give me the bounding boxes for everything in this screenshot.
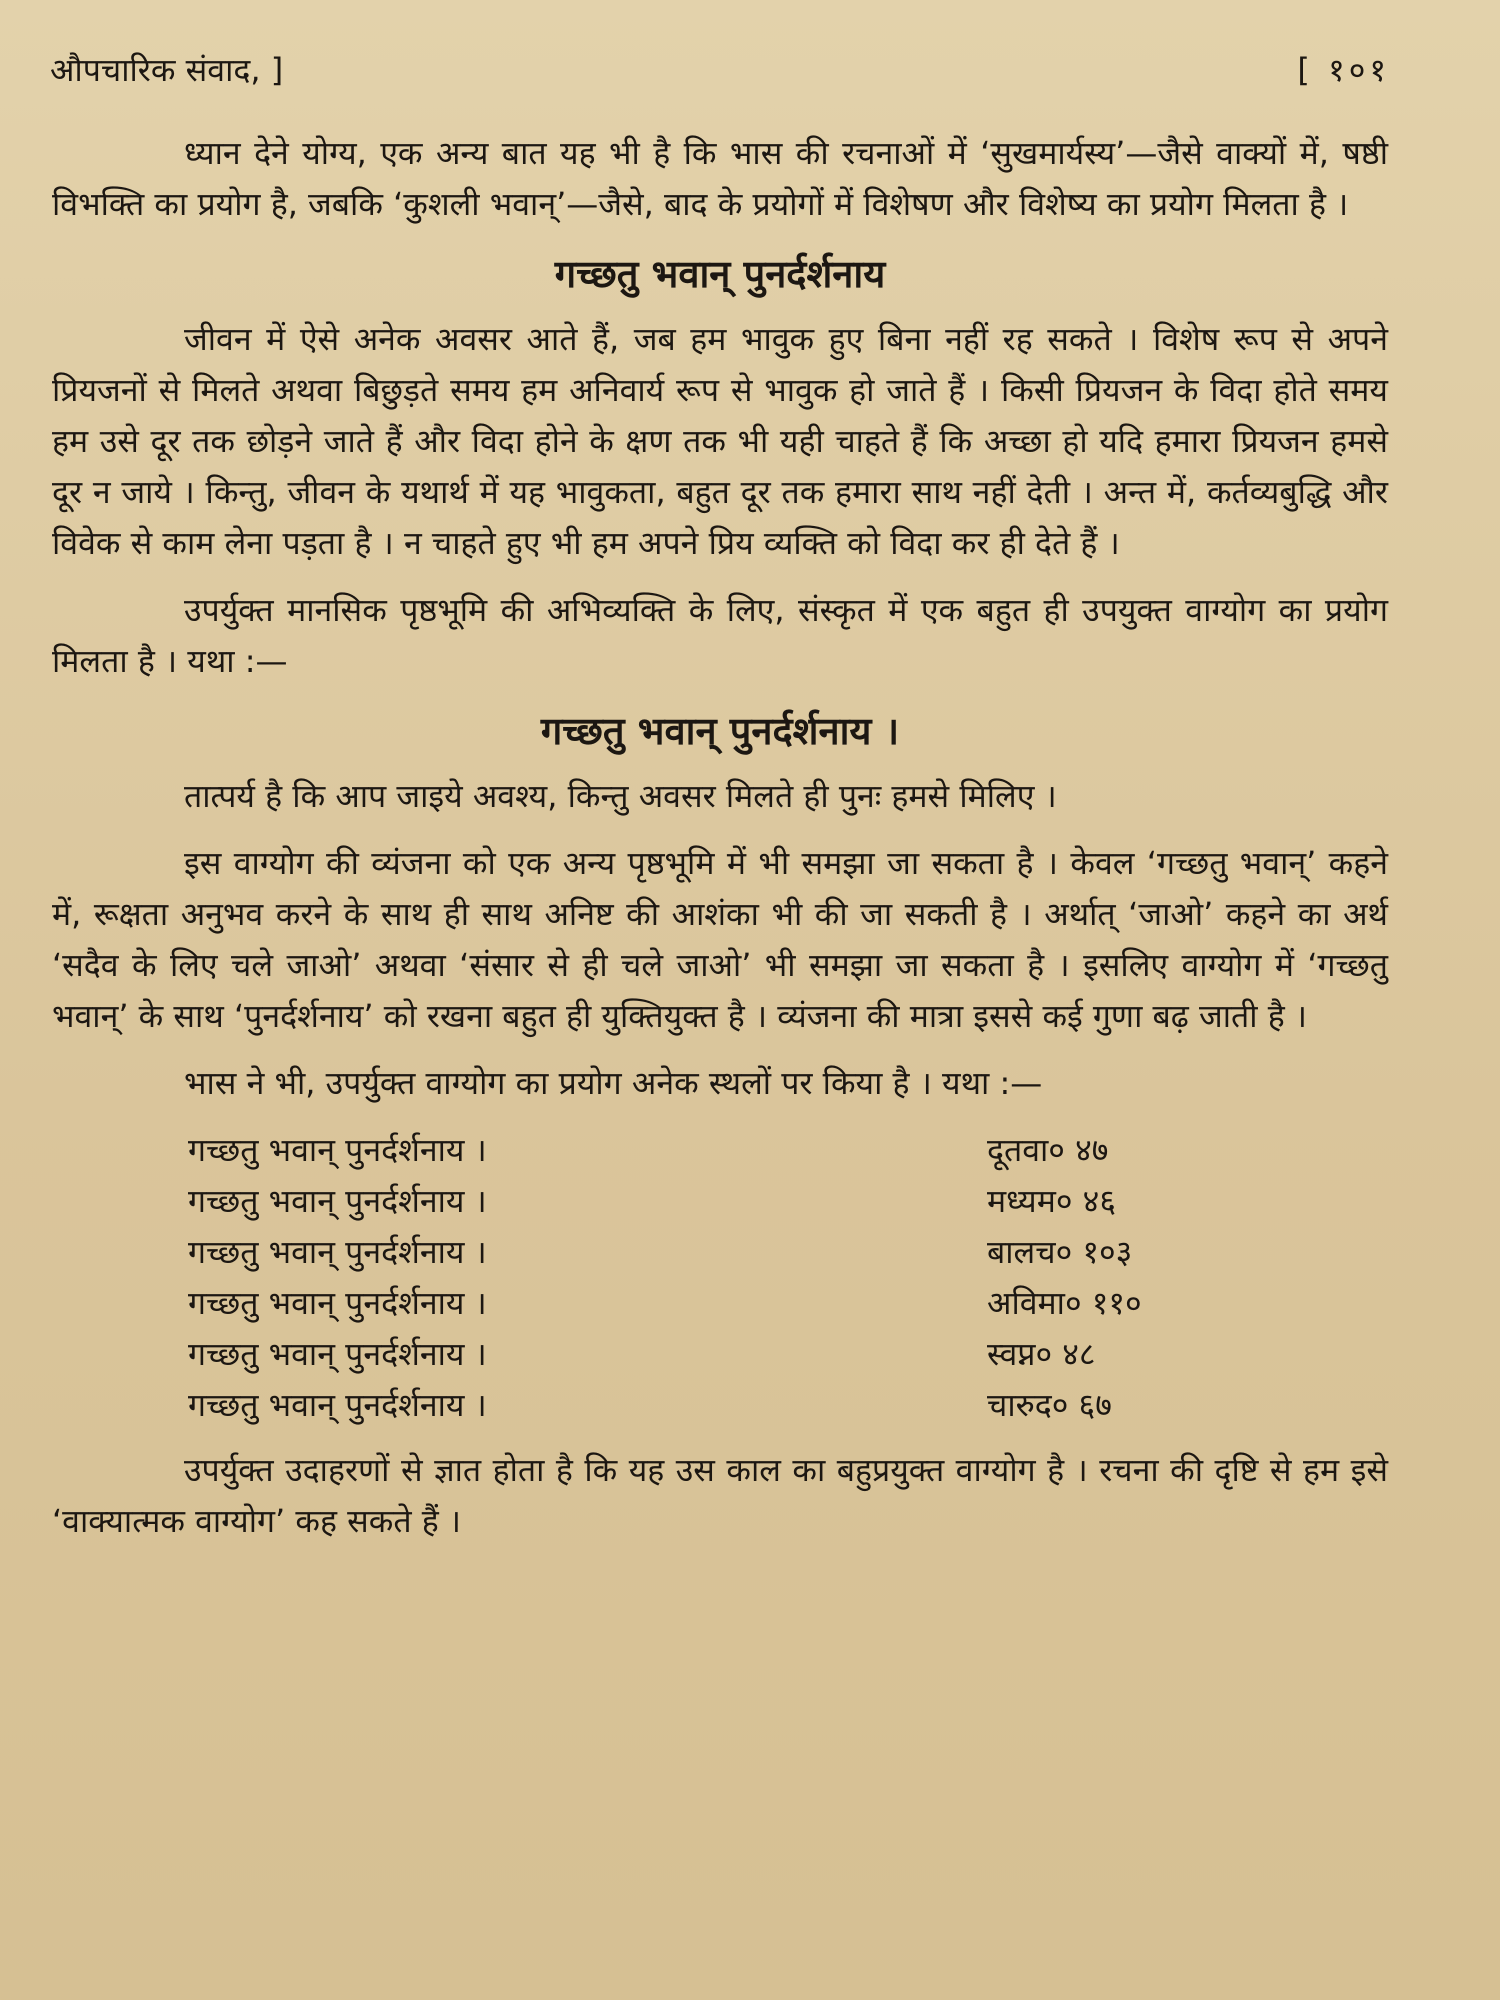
page-number: [ १०१ <box>1297 51 1390 89</box>
paragraph-meaning: तात्पर्य है कि आप जाइये अवश्य, किन्तु अवसर मिलते ही पुनः हमसे मिलिए । <box>184 777 1057 815</box>
example-phrase: गच्छतु भवान् पुनर्दर्शनाय । <box>188 1386 487 1424</box>
example-phrase: गच्छतु भवान् पुनर्दर्शनाय । <box>188 1182 487 1220</box>
example-row <box>52 1125 1388 1176</box>
example-row <box>52 1227 1388 1278</box>
example-row <box>52 1278 1388 1329</box>
example-reference: अविमा० ११० <box>987 1284 1142 1322</box>
example-phrase: गच्छतु भवान् पुनर्दर्शनाय । <box>188 1284 487 1322</box>
running-title: औपचारिक संवाद, ] <box>50 51 284 89</box>
example-phrase: गच्छतु भवान् पुनर्दर्शनाय । <box>188 1131 487 1169</box>
examples-list <box>52 1125 1388 1431</box>
paragraph-intro: ध्यान देने योग्य, एक अन्य बात यह भी है कि भास की रचनाओं में ‘सुखमार्यस्य’—जैसे वाक्यों में, षष्ठी विभक्ति का प्रयोग है, जबकि ‘कुशली भवान्’—जैसे, बाद के प्रयोगों में विशेषण और विशेष्य का प्रयोग मिलता है । <box>52 134 1388 223</box>
paragraph-bhasa: भास ने भी, उपर्युक्त वाग्योग का प्रयोग अनेक स्थलों पर किया है । यथा :— <box>184 1064 1043 1102</box>
phrase-heading: गच्छतु भवान् पुनर्दर्शनाय । <box>540 709 900 753</box>
example-reference: दूतवा० ४७ <box>987 1131 1109 1169</box>
example-row <box>52 1176 1388 1227</box>
example-phrase: गच्छतु भवान् पुनर्दर्शनाय । <box>188 1233 487 1271</box>
example-reference: चारुद० ६७ <box>987 1386 1112 1424</box>
example-reference: स्वप्न० ४८ <box>987 1335 1096 1373</box>
page-header <box>50 48 1390 108</box>
paragraph-emotion: जीवन में ऐसे अनेक अवसर आते हैं, जब हम भावुक हुए बिना नहीं रह सकते । विशेष रूप से अपने प्रियजनों से मिलते अथवा बिछुड़ते समय हम अनिवार्य रूप से भावुक हो जाते हैं । किसी प्रियजन के विदा होते समय हम उसे दूर तक छोड़ने जाते हैं और विदा होने के क्षण तक भी यही चाहते हैं कि अच्छा हो यदि हमारा प्रियजन हमसे दूर न जाये । किन्तु, जीवन के यथार्थ में यह भावुकता, बहुत दूर तक हमारा साथ नहीं देती । अन्त में, कर्तव्यबुद्धि और विवेक से काम लेना पड़ता है । न चाहते हुए भी हम अपने प्रिय व्यक्ति को विदा कर ही देते हैं । <box>52 320 1388 562</box>
paragraph-background: उपर्युक्त मानसिक पृष्ठभूमि की अभिव्यक्ति के लिए, संस्कृत में एक बहुत ही उपयुक्त वाग्योग का प्रयोग मिलता है । यथा :— <box>52 591 1388 680</box>
example-phrase: गच्छतु भवान् पुनर्दर्शनाय । <box>188 1335 487 1373</box>
example-reference: बालच० १०३ <box>987 1233 1133 1271</box>
paragraph-conclusion: उपर्युक्त उदाहरणों से ज्ञात होता है कि यह उस काल का बहुप्रयुक्त वाग्योग है । रचना की दृष्टि से हम इसे ‘वाक्यात्मक वाग्योग’ कह सकते हैं । <box>52 1451 1388 1540</box>
paragraph-connotation: इस वाग्योग की व्यंजना को एक अन्य पृष्ठभूमि में भी समझा जा सकता है । केवल ‘गच्छतु भवान्’ कहने में, रूक्षता अनुभव करने के साथ ही साथ अनिष्ट की आशंका भी की जा सकती है । अर्थात् ‘जाओ’ कहने का अर्थ ‘सदैव के लिए चले जाओ’ अथवा ‘संसार से ही चले जाओ’ भी समझा जा सकता है । इसलिए वाग्योग में ‘गच्छतु भवान्’ के साथ ‘पुनर्दर्शनाय’ को रखना बहुत ही युक्तियुक्त है । व्यंजना की मात्रा इससे कई गुणा बढ़ जाती है । <box>52 844 1388 1035</box>
example-reference: मध्यम० ४६ <box>987 1182 1116 1220</box>
page-body <box>52 128 1388 1563</box>
example-row <box>52 1380 1388 1431</box>
section-heading: गच्छतु भवान् पुनर्दर्शनाय <box>554 252 886 296</box>
example-row <box>52 1329 1388 1380</box>
